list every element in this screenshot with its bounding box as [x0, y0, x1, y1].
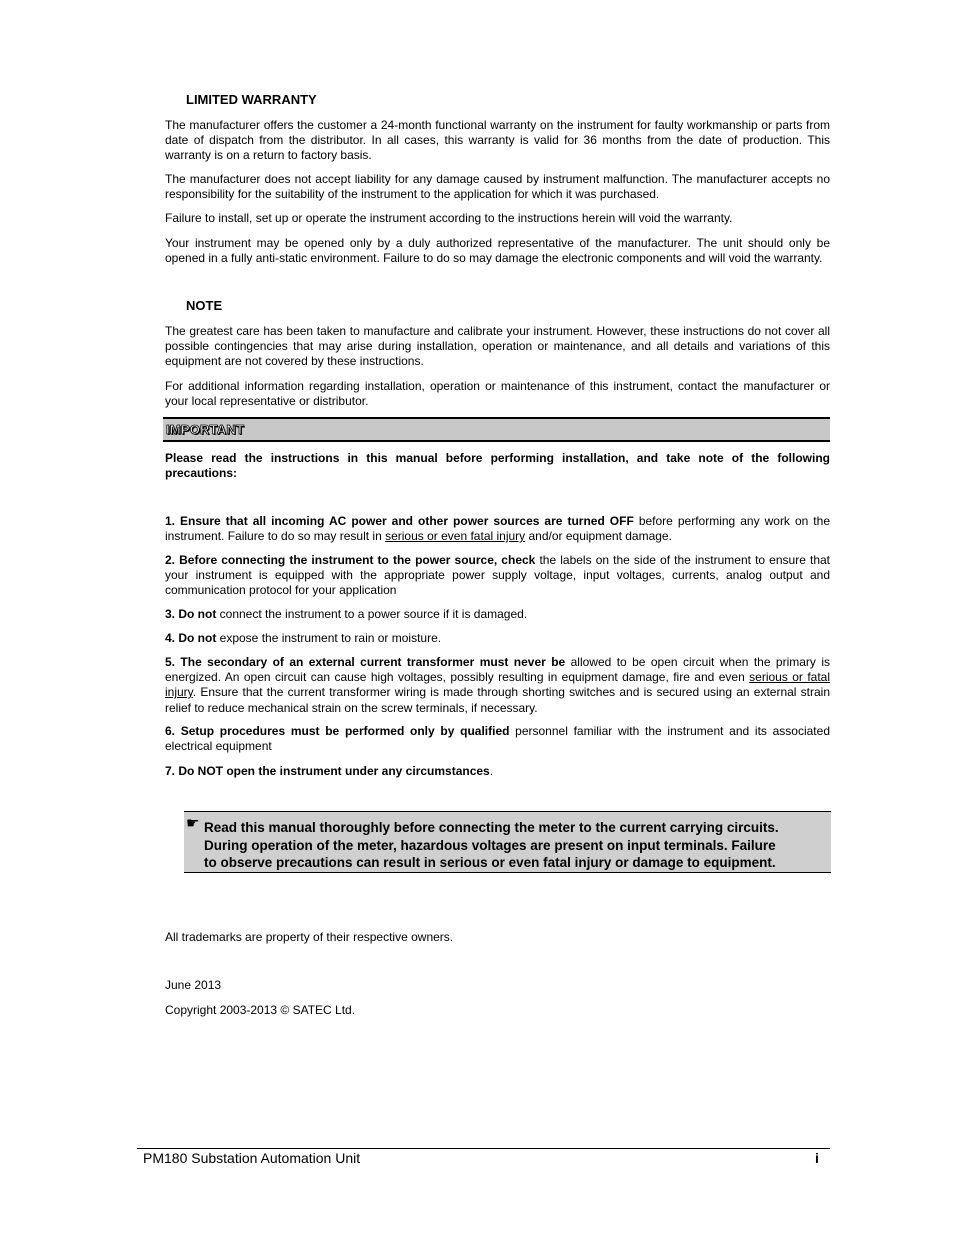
note-paragraph-2: For additional information regarding installation, operation or maintenance of this instrument, contact the manufacturer or your local representative or distributor.	[165, 379, 830, 409]
warranty-paragraph-1: The manufacturer offers the customer a 24-month functional warranty on the instrument for faulty workmanship or parts from date of dispatch from the distributor. In all cases, this warranty is valid for 36 months from the date of production. This warranty is on a return to factory basis.	[165, 118, 830, 163]
note-heading: NOTE	[186, 298, 223, 313]
precaution-item-5: 5. The secondary of an external current transformer must never be allowed to be open circuit when the primary is energized. An open circuit can cause high voltages, possibly resulting in equipment damage, fire and even serious or fatal injury. Ensure that the current transformer wiring is made through shorting switches and is secured using an external strain relief to reduce mechanical strain on the screw terminals, if necessary.	[165, 655, 830, 715]
footer-divider	[137, 1148, 830, 1149]
precaution-item-2: 2. Before connecting the instrument to the power source, check the labels on the side of the instrument to ensure that your instrument is equipped with the appropriate power supply voltage, input voltages, currents, analog output and communication protocol for your application	[165, 553, 830, 598]
footer-title: PM180 Substation Automation Unit	[143, 1150, 361, 1166]
warranty-heading: LIMITED WARRANTY	[186, 92, 317, 107]
date-text: June 2013	[165, 978, 222, 992]
warning-box	[184, 811, 831, 873]
footer-page-number: i	[815, 1150, 819, 1166]
precaution-item-6: 6. Setup procedures must be performed only by qualified personnel familiar with the instrument and its associated electrical equipment	[165, 724, 830, 754]
precaution-item-7: 7. Do NOT open the instrument under any circumstances.	[165, 764, 494, 778]
important-label: IMPORTANT	[166, 422, 245, 437]
copyright-text: Copyright 2003-2013 © SATEC Ltd.	[165, 1003, 356, 1017]
precaution-item-3: 3. Do not connect the instrument to a power source if it is damaged.	[165, 607, 528, 621]
precaution-item-1: 1. Ensure that all incoming AC power and other power sources are turned OFF before performing any work on the instrument. Failure to do so may result in serious or even fatal injury and/or equipment damage.	[165, 514, 830, 544]
warning-line-2: During operation of the meter, hazardous voltages are present on input terminals. Failure	[204, 837, 776, 853]
trademarks-text: All trademarks are property of their respective owners.	[165, 930, 454, 944]
pointing-hand-icon: ☛	[186, 815, 200, 832]
warning-line-3: to observe precautions can result in serious or even fatal injury or damage to equipment.	[204, 855, 776, 870]
warranty-paragraph-4: Your instrument may be opened only by a duly authorized representative of the manufacturer. The unit should only be opened in a fully anti-static environment. Failure to do so may damage the electronic components and will void the warranty.	[165, 236, 830, 266]
important-intro: Please read the instructions in this manual before performing installation, and take note of the following precautions:	[165, 451, 830, 481]
warranty-paragraph-2: The manufacturer does not accept liability for any damage caused by instrument malfunction. The manufacturer accepts no responsibility for the suitability of the instrument to the application for which it was purchased.	[165, 172, 830, 202]
note-paragraph-1: The greatest care has been taken to manufacture and calibrate your instrument. However, these instructions do not cover all possible contingencies that may arise during installation, operation or maintenance, and all details and variations of this equipment are not covered by these instructions.	[165, 324, 830, 369]
precaution-item-4: 4. Do not expose the instrument to rain or moisture.	[165, 631, 442, 645]
warning-line-1: Read this manual thoroughly before connecting the meter to the current carrying circuits.	[204, 820, 779, 835]
warranty-paragraph-3: Failure to install, set up or operate the instrument according to the instructions herein will void the warranty.	[165, 211, 733, 225]
important-banner	[163, 417, 830, 442]
